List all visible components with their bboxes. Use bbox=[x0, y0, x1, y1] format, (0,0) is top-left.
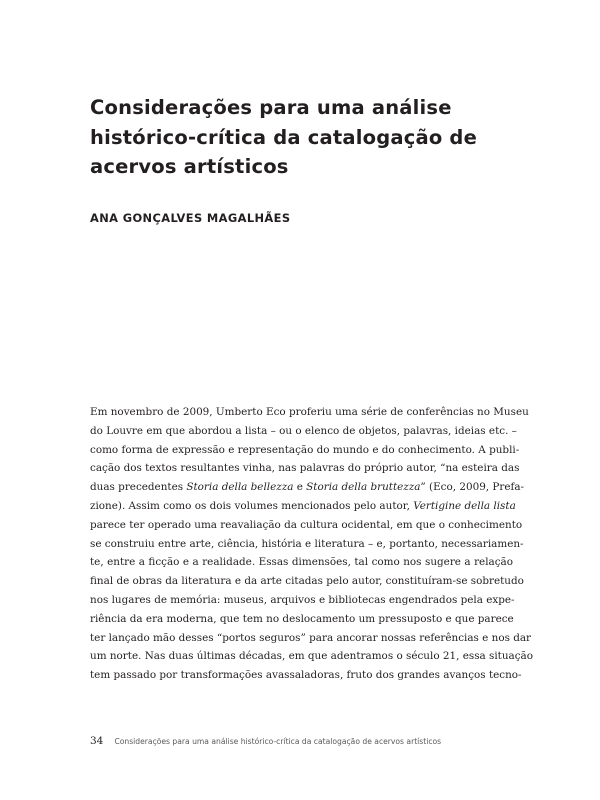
body-line bbox=[90, 478, 525, 497]
italic-title: Storia della bellezza bbox=[186, 481, 294, 494]
body-line bbox=[90, 572, 524, 591]
text-segment: ” (Eco, 2009, Prefa- bbox=[420, 481, 525, 494]
body-line bbox=[90, 403, 529, 422]
body-line bbox=[90, 647, 534, 666]
text-segment: duas precedentes bbox=[90, 481, 187, 494]
text-segment: zione). Assim como os dois volumes mencionados pelo autor, bbox=[90, 499, 414, 512]
chapter-title-line: Considerações para uma análise bbox=[90, 96, 452, 119]
body-line bbox=[90, 666, 522, 685]
author-name: ANA GONÇALVES MAGALHÃES bbox=[90, 211, 291, 225]
text-segment: ter lançado mão desses “portos seguros” para ancorar nossas referências e nos dar bbox=[90, 631, 532, 644]
body-line bbox=[90, 553, 513, 572]
text-segment: nos lugares de memória: museus, arquivos e bibliotecas engendrados pela expe- bbox=[90, 593, 515, 606]
body-line bbox=[90, 516, 523, 535]
text-segment: te, entre a ficção e a realidade. Essas dimensões, tal como nos sugere a relação bbox=[90, 556, 513, 569]
text-segment: parece ter operado uma reavaliação da cultura ocidental, em que o conhecimento bbox=[90, 518, 523, 531]
body-line bbox=[90, 441, 520, 460]
body-paragraph bbox=[90, 403, 534, 685]
text-segment: do Louvre em que abordou a lista – ou o elenco de objetos, palavras, ideias etc. – bbox=[90, 424, 517, 437]
text-segment: Em novembro de 2009, Umberto Eco proferiu uma série de conferências no Museu bbox=[90, 406, 529, 418]
body-line bbox=[90, 459, 520, 478]
italic-title: Vertigine della lista bbox=[413, 499, 516, 512]
body-line bbox=[90, 535, 524, 554]
page-number: 34 bbox=[90, 735, 104, 747]
body-line bbox=[90, 422, 517, 441]
body-line bbox=[90, 591, 513, 610]
body-line bbox=[90, 610, 513, 629]
chapter-title bbox=[90, 93, 520, 182]
chapter-title-line: histórico-crítica da catalogação de bbox=[90, 125, 478, 149]
text-segment: como forma de expressão e representação do mundo e do conhecimento. A publi- bbox=[90, 443, 520, 456]
text-segment: cação dos textos resultantes vinha, nas palavras do próprio autor, “na esteira das bbox=[90, 462, 520, 475]
page-footer bbox=[90, 729, 441, 748]
body-line bbox=[90, 497, 516, 516]
text-segment: riência da era moderna, que tem no deslocamento um pressuposto e que parece bbox=[90, 612, 514, 625]
text-segment: se construiu entre arte, ciência, história e literatura – e, portanto, necessariamen- bbox=[90, 537, 524, 550]
text-segment: e bbox=[293, 481, 307, 494]
italic-title: Storia della bruttezza bbox=[306, 481, 421, 494]
text-segment: tem passado por transformações avassaladoras, fruto dos grandes avanços tecno- bbox=[90, 669, 522, 682]
body-line bbox=[90, 629, 532, 648]
text-segment: final de obras da literatura e da arte citadas pelo autor, constituíram-se sobretudo bbox=[90, 575, 524, 588]
running-title: Considerações para uma análise histórico-crítica da catalogação de acervos artísticos bbox=[114, 737, 442, 746]
chapter-title-line: acervos artísticos bbox=[90, 155, 289, 178]
text-segment: um norte. Nas duas últimas décadas, em que adentramos o século 21, essa situação bbox=[90, 650, 534, 663]
